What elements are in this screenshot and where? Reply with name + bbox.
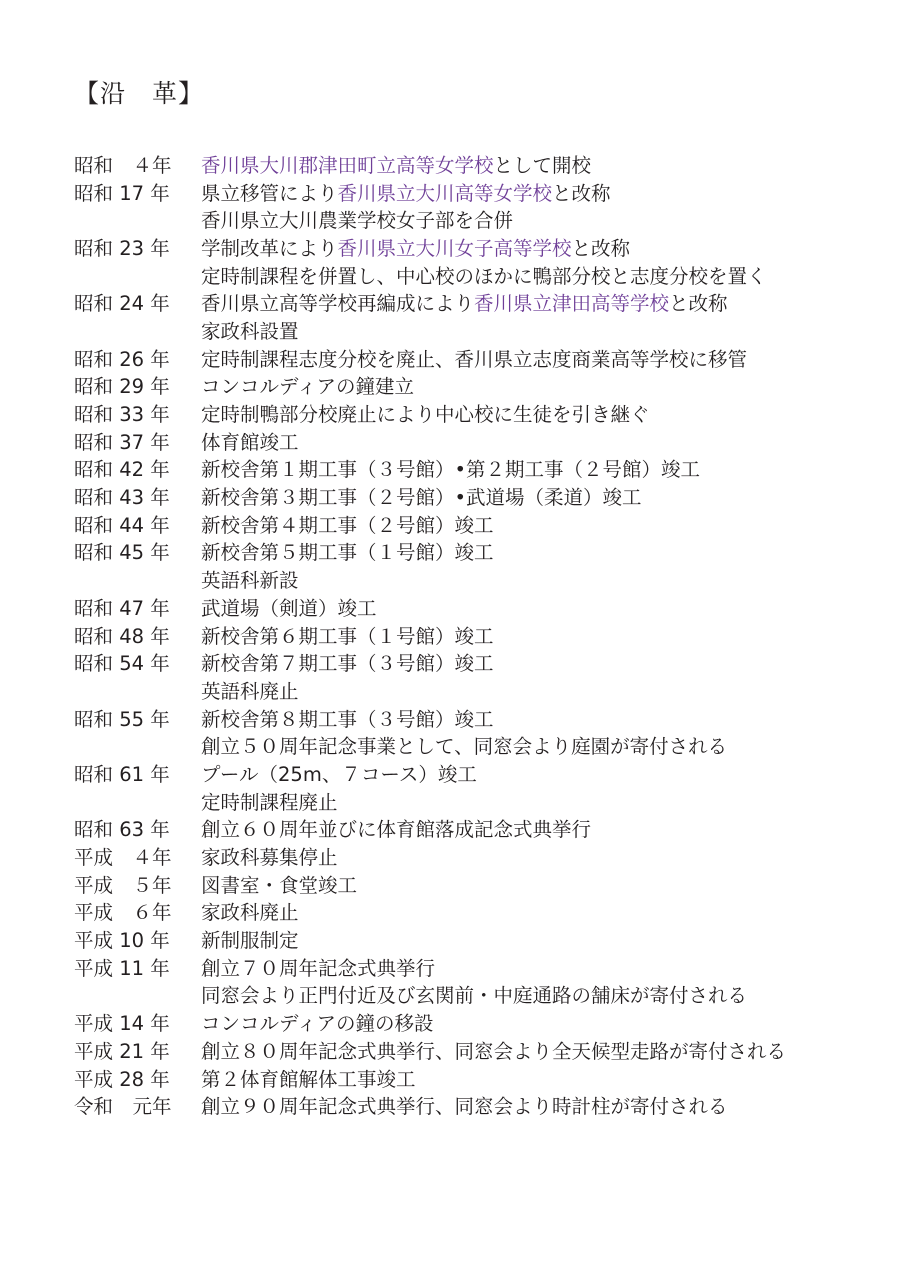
history-entry [74,261,884,289]
history-entry [74,510,884,538]
history-entry [74,344,884,372]
entry-description [201,371,884,399]
entry-description [201,344,884,372]
entry-text: 新制服制定 [201,929,299,953]
entry-text: 新校舎第５期工事（１号館）竣工 [201,541,494,565]
entry-description [201,759,884,787]
entry-era: 昭和 54 年 [74,652,170,676]
history-entry [74,455,884,483]
entry-text: 定時制課程を併置し、中心校のほかに鴨部分校と志度分校を置く [201,264,767,288]
entry-description [201,316,884,344]
entry-text: 第２体育館解体工事竣工 [201,1067,416,1091]
history-entry [74,538,884,566]
history-entry [74,372,884,400]
entry-text: 武道場（剣道）竣工 [201,596,377,620]
entry-text: 定時制課程廃止 [201,790,338,814]
entry-era: 平成 ５年 [74,873,172,897]
history-entry [74,648,884,676]
school-name-highlight: 香川県立津田高等学校 [474,292,670,316]
history-entry [74,676,884,704]
entry-description [201,593,884,621]
entry-description [201,648,884,676]
entry-text: 同窓会より正門付近及び玄関前・中庭通路の舗床が寄付される [201,984,748,1008]
history-entry [74,205,884,233]
entry-text: 創立８０周年記念式典挙行、同窓会より全天候型走路が寄付される [201,1039,787,1063]
entry-era: 昭和 61 年 [74,762,170,786]
entry-text: プール（25m、７コース）竣工 [201,762,477,786]
entry-text: 新校舎第１期工事（３号館）•第２期工事（２号館）竣工 [201,458,701,482]
history-entry [74,787,884,815]
entry-text: 新校舎第７期工事（３号館）竣工 [201,652,494,676]
school-name-highlight: 香川県立大川高等女学校 [337,181,553,205]
entry-text: と改称 [669,292,728,316]
entry-era: 令和 元年 [74,1095,172,1119]
entry-description [201,731,884,759]
entry-era: 平成 11 年 [74,956,170,980]
entry-era: 昭和 37 年 [74,430,170,454]
entry-description [201,621,884,649]
entry-era: 平成 21 年 [74,1039,170,1063]
entry-text: 創立９０周年記念式典挙行、同窓会より時計柱が寄付される [201,1095,728,1119]
entry-text: と改称 [571,236,631,260]
entry-description [201,427,884,455]
history-entry [74,1008,884,1036]
history-entry [74,150,884,178]
entry-text: コンコルディアの鐘建立 [201,375,414,399]
entry-era: 昭和 48 年 [74,624,170,648]
entry-era: 昭和 45 年 [74,541,170,565]
history-entry [74,731,884,759]
entry-era: 平成 14 年 [74,1012,170,1036]
entry-era: 昭和 23 年 [74,236,170,260]
school-name-highlight: 香川県立大川女子高等学校 [337,236,572,260]
entry-era: 昭和 24 年 [74,292,170,316]
entry-era: 昭和 42 年 [74,458,170,482]
entry-description [201,676,884,704]
entry-description [201,814,884,842]
entry-era: 昭和 43 年 [74,486,170,510]
entry-text: 家政科募集停止 [201,846,338,870]
entry-text: 創立５０周年記念事業として、同窓会より庭園が寄付される [201,735,728,759]
history-entry [74,288,884,316]
entry-description [201,1008,884,1036]
entry-era: 平成 ４年 [74,846,172,870]
entry-description [201,1036,884,1064]
entry-era: 平成 10 年 [74,929,170,953]
entry-era: 昭和 ４年 [74,153,172,177]
history-entry [74,870,884,898]
entry-text: 英語科廃止 [201,679,299,703]
entry-text: 県立移管により [201,181,338,205]
entry-description [201,870,884,898]
history-entry [74,593,884,621]
entry-text: 定時制鴨部分校廃止により中心校に生徒を引き継ぐ [201,403,650,427]
page-title: 【沿 革】 [74,79,205,108]
entry-description [201,897,884,925]
history-entry [74,1064,884,1092]
history-entry [74,1091,884,1119]
entry-text: として開校 [493,153,592,177]
entry-text: 新校舎第６期工事（１号館）竣工 [201,624,494,648]
entry-description [201,787,884,815]
entry-text: 定時制課程志度分校を廃止、香川県立志度商業高等学校に移管 [201,347,748,371]
history-entry [74,233,884,261]
entry-era: 平成 28 年 [74,1067,170,1091]
entry-description [201,288,884,316]
entry-text: 新校舎第８期工事（３号館）竣工 [201,707,494,731]
entry-description [201,1091,884,1119]
history-entry [74,565,884,593]
history-entry [74,759,884,787]
entry-description [201,482,884,510]
entry-description [201,510,884,538]
history-entry [74,842,884,870]
entry-description [201,454,884,482]
entry-text: 図書室・食堂竣工 [201,873,358,897]
history-list [74,150,884,1119]
entry-text: 家政科設置 [201,319,299,343]
entry-description [201,233,884,261]
entry-description [201,150,884,178]
entry-description [201,261,884,289]
entry-text: 家政科廃止 [201,901,299,925]
history-entry [74,399,884,427]
entry-era: 昭和 63 年 [74,818,170,842]
history-entry [74,925,884,953]
history-entry [74,178,884,206]
entry-text: 香川県立高等学校再編成により [201,292,475,316]
entry-era: 昭和 47 年 [74,596,170,620]
entry-text: 体育館竣工 [201,430,299,454]
school-name-highlight: 香川県大川郡津田町立高等女学校 [201,153,494,177]
entry-era: 昭和 55 年 [74,707,170,731]
history-entry [74,621,884,649]
entry-era: 昭和 33 年 [74,403,170,427]
entry-text: コンコルディアの鐘の移設 [201,1012,434,1036]
entry-era: 平成 ６年 [74,901,172,925]
entry-era: 昭和 44 年 [74,513,170,537]
entry-description [201,953,884,981]
entry-description [201,842,884,870]
history-entry [74,482,884,510]
entry-description [201,399,884,427]
entry-era: 昭和 26 年 [74,347,170,371]
history-entry [74,815,884,843]
history-entry [74,427,884,455]
entry-text: 創立７０周年記念式典挙行 [201,956,436,980]
entry-description [201,1064,884,1092]
history-entry [74,316,884,344]
history-entry [74,953,884,981]
entry-text: 学制改革により [201,236,338,260]
entry-text: と改称 [552,181,611,205]
history-entry [74,981,884,1009]
history-entry [74,898,884,926]
entry-description [201,178,884,206]
entry-text: 新校舎第３期工事（２号館）•武道場（柔道）竣工 [201,486,642,510]
history-entry [74,1036,884,1064]
entry-description [201,205,884,233]
history-entry [74,704,884,732]
entry-description [201,980,884,1008]
entry-text: 新校舎第４期工事（２号館）竣工 [201,513,494,537]
entry-text: 香川県立大川農業学校女子部を合併 [201,209,514,233]
entry-text: 英語科新設 [201,569,299,593]
entry-description [201,537,884,565]
entry-era: 昭和 17 年 [74,181,170,205]
entry-text: 創立６０周年並びに体育館落成記念式典挙行 [201,818,592,842]
entry-era: 昭和 29 年 [74,375,170,399]
entry-description [201,565,884,593]
entry-description [201,925,884,953]
entry-description [201,704,884,732]
